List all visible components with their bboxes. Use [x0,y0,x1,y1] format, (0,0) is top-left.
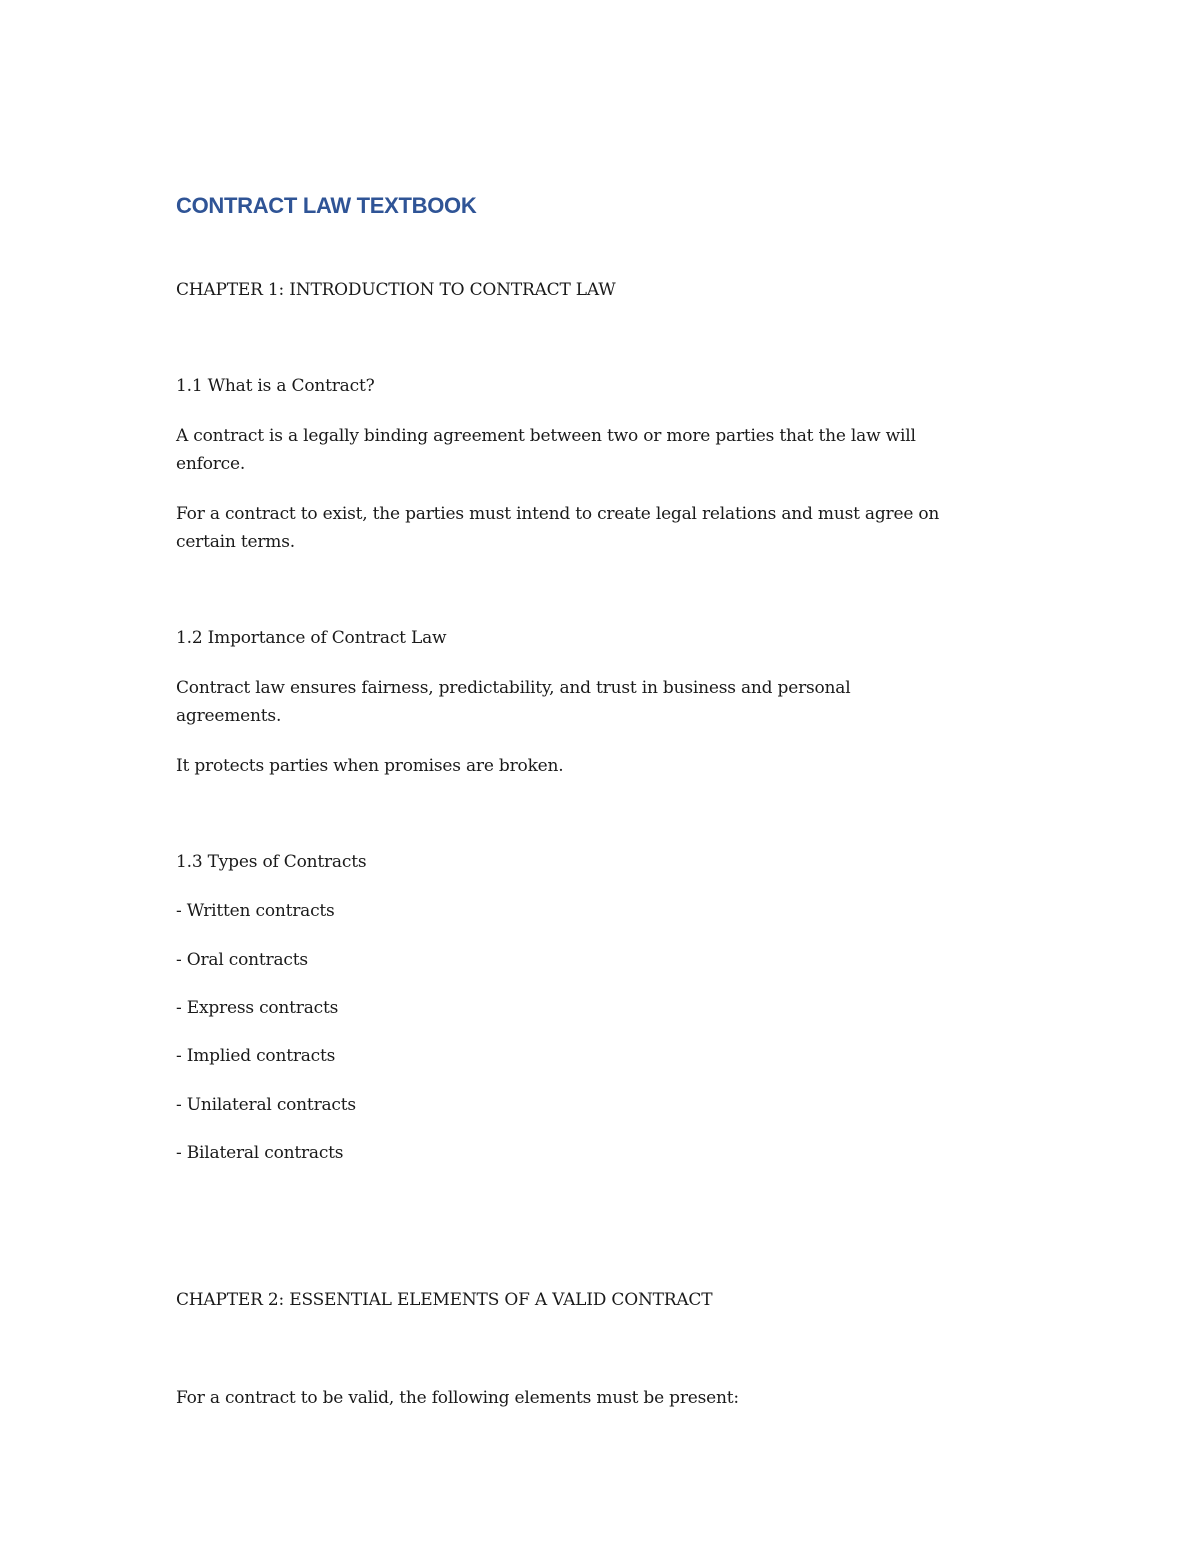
section-1-2-paragraph-1-line-2: agreements. [176,706,282,726]
list-item: - Written contracts [176,901,335,921]
section-1-1-paragraph-1-line-1: A contract is a legally binding agreement between two or more parties that the law will [176,426,916,446]
list-item: - Express contracts [176,998,339,1018]
chapter-2-intro: For a contract to be valid, the following elements must be present: [176,1388,739,1408]
chapter-1-heading: CHAPTER 1: INTRODUCTION TO CONTRACT LAW [176,280,616,300]
document-title: CONTRACT LAW TEXTBOOK [176,193,477,218]
chapter-2-heading: CHAPTER 2: ESSENTIAL ELEMENTS OF A VALID CONTRACT [176,1290,713,1310]
list-item: - Unilateral contracts [176,1095,356,1115]
list-item: - Oral contracts [176,950,308,970]
section-1-2-paragraph-2: It protects parties when promises are broken. [176,756,564,776]
section-1-3-heading: 1.3 Types of Contracts [176,852,367,872]
section-1-1-heading: 1.1 What is a Contract? [176,376,375,396]
section-1-1-paragraph-2-line-1: For a contract to exist, the parties must intend to create legal relations and must agree on [176,504,940,524]
section-1-1-paragraph-2-line-2: certain terms. [176,532,295,552]
section-1-2-paragraph-1-line-1: Contract law ensures fairness, predictability, and trust in business and personal [176,678,851,698]
section-1-2-heading: 1.2 Importance of Contract Law [176,628,447,648]
list-item: - Bilateral contracts [176,1143,344,1163]
list-item: - Implied contracts [176,1046,336,1066]
section-1-1-paragraph-1-line-2: enforce. [176,454,246,474]
